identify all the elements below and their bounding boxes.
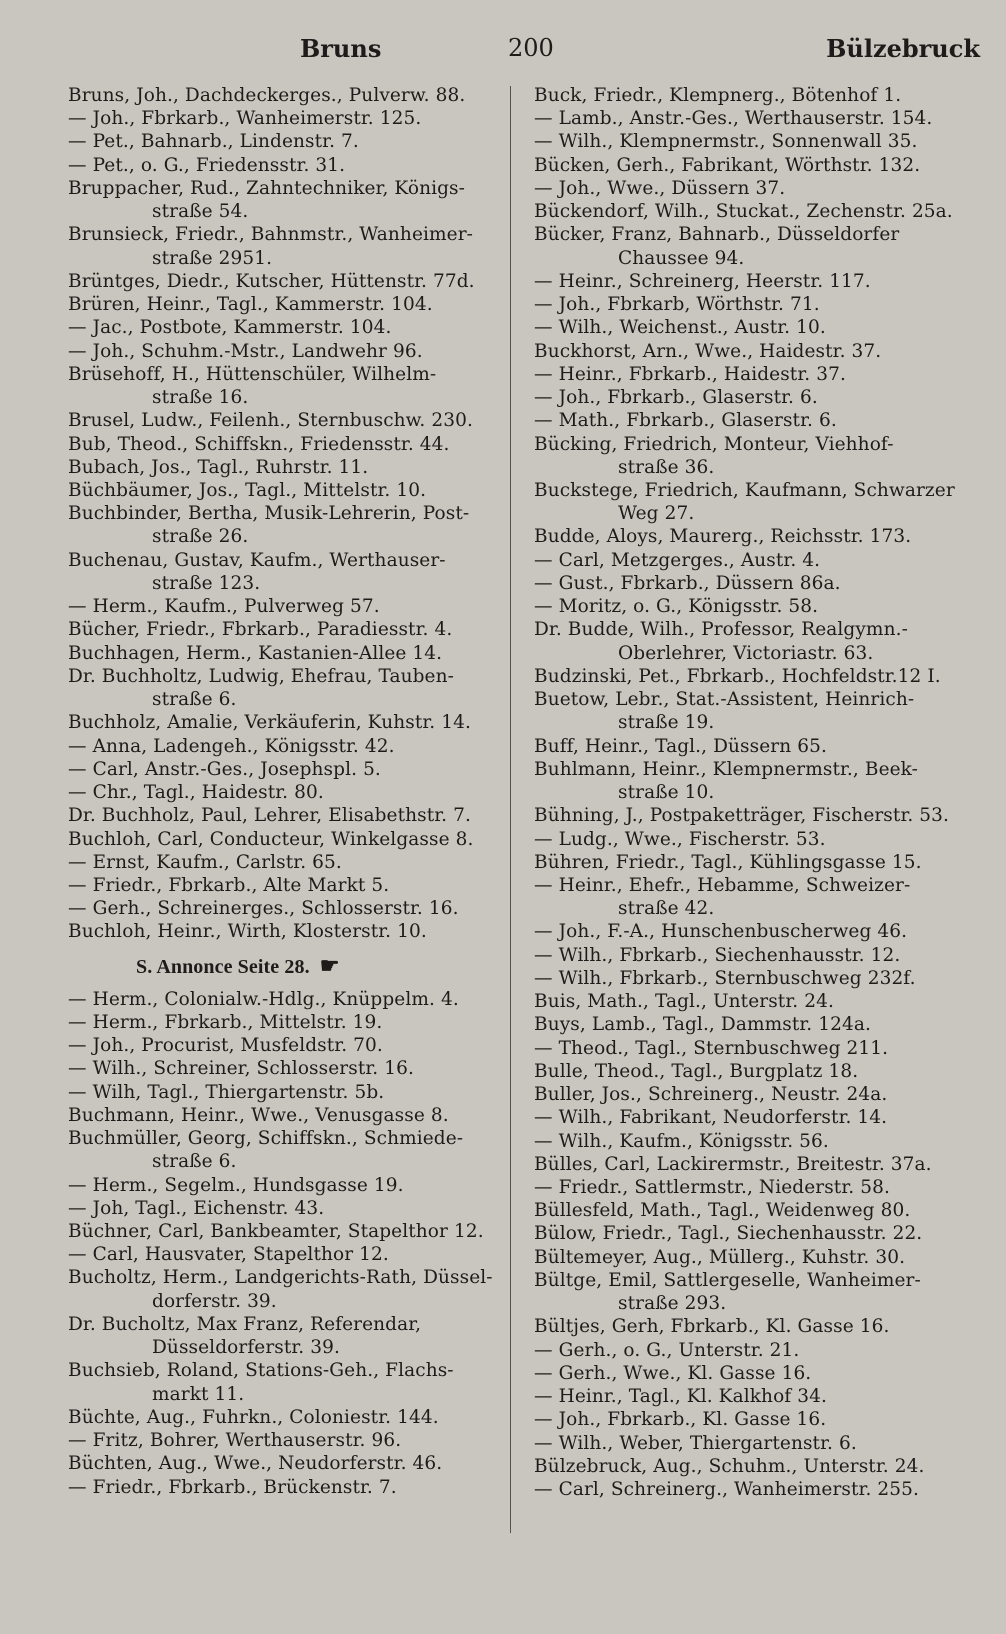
directory-entry-line: [68, 758, 512, 781]
entry-text: — Ernst, Kaufm., Carlstr. 65.: [68, 851, 342, 873]
entry-text: — Moritz, o. G., Königsstr. 58.: [534, 596, 819, 618]
entry-text: Brüntges, Diedr., Kutscher, Hüttenstr. 77d.: [68, 270, 475, 292]
directory-entry-line: [68, 84, 512, 107]
entry-text: — Theod., Tagl., Sternbuschweg 211.: [534, 1037, 889, 1059]
entry-text: Bruppacher, Rud., Zahntechniker, Königs-: [68, 177, 466, 199]
directory-entry-line: [534, 1176, 982, 1199]
directory-entry-line: [534, 944, 982, 967]
directory-entry-line: [68, 642, 512, 665]
directory-entry-line: [68, 851, 512, 874]
entry-text: — Joh., Schuhm.-Mstr., Landwehr 96.: [68, 340, 423, 362]
entry-text: Büchbäumer, Jos., Tagl., Mittelstr. 10.: [68, 479, 427, 501]
entry-text: — Chr., Tagl., Haidestr. 80.: [68, 782, 324, 804]
directory-entry-line: [68, 549, 512, 572]
entry-text: Buchhagen, Herm., Kastanien-Allee 14.: [68, 642, 443, 664]
entry-text: dorferstr. 39.: [152, 1290, 277, 1312]
directory-entry-line: [68, 1174, 512, 1197]
entry-text: Bücking, Friedrich, Monteur, Viehhof-: [534, 433, 894, 455]
directory-entry-line: [68, 1452, 512, 1475]
directory-entry-line: [68, 618, 512, 641]
entry-text: Brusel, Ludw., Feilenh., Sternbuschw. 230.: [68, 410, 473, 432]
directory-entry-line: [68, 1150, 512, 1173]
entry-text: Bub, Theod., Schiffskn., Friedensstr. 44.: [68, 433, 450, 455]
directory-entry-line: [68, 479, 512, 502]
entry-text: — Joh., F.-A., Hunschenbuscherweg 46.: [534, 921, 908, 943]
directory-entry-line: [534, 177, 982, 200]
entry-text: Budzinski, Pet., Fbrkarb., Hochfeldstr.12 I.: [534, 665, 941, 687]
entry-text: Buff, Heinr., Tagl., Düssern 65.: [534, 735, 827, 757]
entry-text: straße 123.: [152, 572, 261, 594]
directory-entry-line: [534, 781, 982, 804]
directory-entry-line: [68, 1266, 512, 1289]
directory-entry-line: [68, 1220, 512, 1243]
entry-text: Dr. Buchholtz, Ludwig, Ehefrau, Tauben-: [68, 665, 454, 687]
entry-text: — Joh., Fbrkarb., Glaserstr. 6.: [534, 387, 818, 409]
directory-entry-line: [68, 363, 512, 386]
directory-entry-line: [68, 247, 512, 270]
directory-entry-line: [534, 549, 982, 572]
directory-entry-line: [68, 1383, 512, 1406]
entry-text: Bücker, Franz, Bahnarb., Düsseldorfer: [534, 224, 900, 246]
directory-entry-line: [534, 851, 982, 874]
entry-text: Bülzebruck, Aug., Schuhm., Unterstr. 24.: [534, 1455, 925, 1477]
entry-text: Bülow, Friedr., Tagl., Siechenhausstr. 22.: [534, 1223, 923, 1245]
entry-text: — Joh., Fbrkarb, Wörthstr. 71.: [534, 294, 820, 316]
entry-text: Buchbinder, Bertha, Musik-Lehrerin, Post-: [68, 503, 470, 525]
entry-text: — Herm., Kaufm., Pulverweg 57.: [68, 596, 380, 618]
entry-text: Dr. Bucholtz, Max Franz, Referendar,: [68, 1313, 422, 1335]
directory-entry-line: [68, 1127, 512, 1150]
entry-text: Bültjes, Gerh, Fbrkarb., Kl. Gasse 16.: [534, 1316, 890, 1338]
entry-text: — Lamb., Anstr.-Ges., Werthauserstr. 154.: [534, 108, 933, 130]
directory-entry-line: [534, 1385, 982, 1408]
directory-entry-line: [534, 1432, 982, 1455]
entry-text: Buchmüller, Georg, Schiffskn., Schmiede-: [68, 1128, 464, 1150]
directory-entry-line: [534, 618, 982, 641]
directory-entry-line: [68, 386, 512, 409]
directory-entry-line: [68, 1313, 512, 1336]
entry-text: — Pet., o. G., Friedensstr. 31.: [68, 154, 346, 176]
directory-entry-line: [534, 1130, 982, 1153]
directory-entry-line: [534, 316, 982, 339]
directory-entry-line: [534, 990, 982, 1013]
entry-text: — Jac., Postbote, Kammerstr. 104.: [68, 317, 392, 339]
directory-entry-line: [534, 200, 982, 223]
entry-text: Dr. Buchholz, Paul, Lehrer, Elisabethstr. 7.: [68, 805, 471, 827]
directory-entry-line: [68, 223, 512, 246]
directory-entry-line: [68, 1243, 512, 1266]
entry-text: Buller, Jos., Schreinerg., Neustr. 24a.: [534, 1084, 888, 1106]
directory-entry-line: [534, 665, 982, 688]
annonce-note: [68, 944, 512, 988]
entry-text: — Wilh., Kaufm., Königsstr. 56.: [534, 1130, 829, 1152]
entry-text: Bückendorf, Wilh., Stuckat., Zechenstr. 25a.: [534, 201, 953, 223]
entry-text: Bucholtz, Herm., Landgerichts-Rath, Düssel-: [68, 1267, 493, 1289]
directory-entry-line: [534, 874, 982, 897]
directory-entry-line: [534, 1199, 982, 1222]
entry-text: Bruns, Joh., Dachdeckerges., Pulverw. 88.: [68, 85, 466, 106]
entry-text: S. Annonce Seite 28.: [136, 955, 310, 978]
entry-text: Büchten, Aug., Wwe., Neudorferstr. 46.: [68, 1453, 443, 1475]
directory-entry-line: [68, 130, 512, 153]
directory-entry-line: [68, 988, 512, 1011]
entry-text: — Gust., Fbrkarb., Düssern 86a.: [534, 572, 841, 594]
directory-entry-line: [534, 1060, 982, 1083]
directory-entry-line: [534, 1269, 982, 1292]
directory-entry-line: [534, 897, 982, 920]
entry-text: — Pet., Bahnarb., Lindenstr. 7.: [68, 131, 359, 153]
directory-entry-line: [534, 340, 982, 363]
entry-text: markt 11.: [152, 1383, 245, 1405]
directory-entry-line: [68, 828, 512, 851]
directory-entry-line: [68, 1011, 512, 1034]
entry-text: Weg 27.: [618, 503, 695, 525]
entry-text: Düsseldorferstr. 39.: [152, 1337, 340, 1359]
entry-text: — Wilh., Fabrikant, Neudorferstr. 14.: [534, 1107, 888, 1129]
entry-text: Bulle, Theod., Tagl., Burgplatz 18.: [534, 1060, 859, 1082]
entry-text: — Gerh., o. G., Unterstr. 21.: [534, 1339, 800, 1361]
directory-entry-line: [68, 1197, 512, 1220]
directory-entry-line: [534, 828, 982, 851]
entry-text: — Wilh., Fbrkarb., Siechenhausstr. 12.: [534, 944, 901, 966]
directory-entry-line: [534, 386, 982, 409]
entry-text: — Heinr., Schreinerg, Heerstr. 117.: [534, 270, 871, 292]
right-column: [534, 84, 982, 1501]
directory-entry-line: [68, 456, 512, 479]
entry-text: Büchner, Carl, Bankbeamter, Stapelthor 12.: [68, 1221, 484, 1243]
entry-text: Brüren, Heinr., Tagl., Kammerstr. 104.: [68, 294, 433, 316]
directory-entry-line: [68, 1476, 512, 1499]
directory-entry-line: [534, 1315, 982, 1338]
entry-text: straße 42.: [618, 898, 715, 920]
directory-entry-line: [534, 1222, 982, 1245]
entry-text: — Herm., Colonialw.-Hdlg., Knüppelm. 4.: [68, 988, 459, 1010]
directory-entry-line: [534, 479, 982, 502]
directory-entry-line: [68, 897, 512, 920]
entry-text: Bültge, Emil, Sattlergeselle, Wanheimer-: [534, 1269, 921, 1291]
directory-entry-line: [68, 781, 512, 804]
directory-entry-line: [68, 154, 512, 177]
directory-entry-line: [68, 1359, 512, 1382]
entry-text: straße 6.: [152, 1151, 237, 1173]
entry-text: — Wilh., Weber, Thiergartenstr. 6.: [534, 1432, 857, 1454]
directory-entry-line: [68, 688, 512, 711]
directory-entry-line: [534, 247, 982, 270]
directory-entry-line: [68, 293, 512, 316]
entry-text: — Heinr., Ehefr., Hebamme, Schweizer-: [534, 874, 911, 896]
entry-text: — Joh, Tagl., Eichenstr. 43.: [68, 1197, 325, 1219]
directory-entry-line: [534, 363, 982, 386]
entry-text: Bülles, Carl, Lackirermstr., Breitestr. 37a.: [534, 1153, 932, 1175]
entry-text: — Carl, Schreinerg., Wanheimerstr. 255.: [534, 1479, 919, 1501]
directory-entry-line: [68, 1104, 512, 1127]
directory-entry-line: [68, 177, 512, 200]
entry-text: — Carl, Metzgerges., Austr. 4.: [534, 549, 821, 571]
entry-text: Budde, Aloys, Maurerg., Reichsstr. 173.: [534, 526, 912, 548]
directory-entry-line: [68, 735, 512, 758]
entry-text: Oberlehrer, Victoriastr. 63.: [618, 642, 874, 664]
entry-text: Buetow, Lebr., Stat.-Assistent, Heinrich-: [534, 689, 915, 711]
directory-entry-line: [68, 1429, 512, 1452]
entry-text: straße 54.: [152, 201, 249, 223]
entry-text: straße 6.: [152, 689, 237, 711]
directory-entry-line: [534, 502, 982, 525]
entry-text: Buchenau, Gustav, Kaufm., Werthauser-: [68, 549, 446, 571]
entry-text: — Joh., Wwe., Düssern 37.: [534, 177, 786, 199]
directory-entry-line: [68, 1336, 512, 1359]
entry-text: straße 26.: [152, 526, 249, 548]
directory-entry-line: [534, 1478, 982, 1501]
entry-text: — Heinr., Fbrkarb., Haidestr. 37.: [534, 363, 846, 385]
directory-entry-line: [534, 1339, 982, 1362]
entry-text: Brüsehoff, H., Hüttenschüler, Wilhelm-: [68, 363, 437, 385]
entry-text: — Wilh., Klempnermstr., Sonnenwall 35.: [534, 131, 918, 153]
directory-entry-line: [68, 316, 512, 339]
entry-text: straße 10.: [618, 782, 715, 804]
directory-entry-line: [68, 1057, 512, 1080]
directory-entry-line: [534, 1106, 982, 1129]
directory-entry-line: [534, 711, 982, 734]
directory-entry-line: [534, 1246, 982, 1269]
directory-entry-line: [68, 1081, 512, 1104]
directory-entry-line: [534, 270, 982, 293]
entry-text: Buchloh, Carl, Conducteur, Winkelgasse 8.: [68, 828, 474, 850]
entry-text: straße 16.: [152, 387, 249, 409]
directory-entry-line: [534, 223, 982, 246]
directory-entry-line: [534, 1455, 982, 1478]
directory-entry-line: [68, 1406, 512, 1429]
entry-text: Bücken, Gerh., Fabrikant, Wörthstr. 132.: [534, 154, 921, 176]
directory-entry-line: [534, 1153, 982, 1176]
directory-entry-line: [68, 711, 512, 734]
entry-text: Buchholz, Amalie, Verkäuferin, Kuhstr. 14.: [68, 712, 471, 734]
entry-text: — Joh., Fbrkarb., Wanheimerstr. 125.: [68, 108, 422, 130]
entry-text: — Heinr., Tagl., Kl. Kalkhof 34.: [534, 1386, 827, 1408]
directory-entry-line: [534, 1292, 982, 1315]
directory-entry-line: [68, 920, 512, 943]
entry-text: — Wilh., Schreiner, Schlosserstr. 16.: [68, 1058, 414, 1080]
entry-text: — Friedr., Fbrkarb., Brückenstr. 7.: [68, 1476, 397, 1498]
entry-text: Buchmann, Heinr., Wwe., Venusgasse 8.: [68, 1104, 449, 1126]
directory-entry-line: [68, 340, 512, 363]
entry-text: Buckhorst, Arn., Wwe., Haidestr. 37.: [534, 340, 882, 362]
entry-text: — Fritz, Bohrer, Werthauserstr. 96.: [68, 1430, 402, 1452]
entry-text: Chaussee 94.: [618, 247, 745, 269]
directory-entry-line: [534, 1408, 982, 1431]
directory-entry-line: [534, 967, 982, 990]
entry-text: Bücher, Friedr., Fbrkarb., Paradiesstr. 4.: [68, 619, 453, 641]
directory-entry-line: [534, 433, 982, 456]
directory-entry-line: [68, 502, 512, 525]
directory-entry-line: [534, 1037, 982, 1060]
directory-entry-line: [534, 758, 982, 781]
entry-text: Bültemeyer, Aug., Müllerg., Kuhstr. 30.: [534, 1246, 906, 1268]
header-first-entry: Bruns: [300, 34, 382, 63]
directory-entry-line: [68, 525, 512, 548]
entry-text: — Herm., Fbrkarb., Mittelstr. 19.: [68, 1011, 383, 1033]
directory-entry-line: [68, 409, 512, 432]
entry-text: straße 293.: [618, 1293, 727, 1315]
entry-text: Bühning, J., Postpaketträger, Fischerstr. 53.: [534, 805, 950, 827]
left-column: [68, 84, 512, 1499]
directory-entry-line: [534, 130, 982, 153]
entry-text: Buck, Friedr., Klempnerg., Bötenhof 1.: [534, 85, 902, 106]
entry-text: — Wilh., Fbrkarb., Sternbuschweg 232f.: [534, 967, 916, 989]
directory-entry-line: [534, 293, 982, 316]
entry-text: — Gerh., Wwe., Kl. Gasse 16.: [534, 1362, 812, 1384]
entry-text: — Joh., Procurist, Musfeldstr. 70.: [68, 1035, 383, 1057]
entry-text: Buckstege, Friedrich, Kaufmann, Schwarzer: [534, 479, 955, 501]
directory-entry-line: [68, 107, 512, 130]
entry-text: — Ludg., Wwe., Fischerstr. 53.: [534, 828, 826, 850]
entry-text: straße 2951.: [152, 247, 273, 269]
entry-text: — Wilh, Tagl., Thiergartenstr. 5b.: [68, 1081, 385, 1103]
page-header: [80, 34, 980, 74]
directory-entry-line: [534, 107, 982, 130]
entry-text: Buis, Math., Tagl., Unterstr. 24.: [534, 991, 834, 1013]
directory-entry-line: [534, 595, 982, 618]
directory-entry-line: [534, 572, 982, 595]
directory-entry-line: [68, 1034, 512, 1057]
entry-text: Buchloh, Heinr., Wirth, Klosterstr. 10.: [68, 921, 427, 943]
directory-entry-line: [68, 433, 512, 456]
directory-entry-line: [534, 525, 982, 548]
entry-text: — Friedr., Sattlermstr., Niederstr. 58.: [534, 1177, 890, 1199]
entry-text: Dr. Budde, Wilh., Professor, Realgymn.-: [534, 619, 908, 641]
entry-text: — Herm., Segelm., Hundsgasse 19.: [68, 1174, 404, 1196]
entry-text: Büllesfeld, Math., Tagl., Weidenweg 80.: [534, 1200, 911, 1222]
header-last-entry: Bülzebruck: [826, 34, 980, 63]
directory-entry-line: [534, 456, 982, 479]
entry-text: — Wilh., Weichenst., Austr. 10.: [534, 317, 826, 339]
entry-text: — Carl, Anstr.-Ges., Josephspl. 5.: [68, 758, 381, 780]
entry-text: straße 19.: [618, 712, 715, 734]
entry-text: — Anna, Ladengeh., Königsstr. 42.: [68, 735, 395, 757]
entry-text: Buchsieb, Roland, Stations-Geh., Flachs-: [68, 1360, 454, 1382]
directory-entry-line: [68, 1290, 512, 1313]
directory-entry-line: [534, 1083, 982, 1106]
directory-entry-line: [534, 1013, 982, 1036]
entry-text: Büchte, Aug., Fuhrkn., Coloniestr. 144.: [68, 1406, 439, 1428]
entry-text: — Math., Fbrkarb., Glaserstr. 6.: [534, 410, 837, 432]
directory-entry-line: [534, 735, 982, 758]
entry-text: Buys, Lamb., Tagl., Dammstr. 124a.: [534, 1014, 871, 1036]
entry-text: — Friedr., Fbrkarb., Alte Markt 5.: [68, 874, 390, 896]
directory-entry-line: [534, 688, 982, 711]
directory-entry-line: [68, 595, 512, 618]
directory-entry-line: [68, 572, 512, 595]
entry-text: — Carl, Hausvater, Stapelthor 12.: [68, 1244, 389, 1266]
pointing-hand-icon: ☛: [319, 952, 340, 978]
entry-text: — Joh., Fbrkarb., Kl. Gasse 16.: [534, 1409, 827, 1431]
directory-entry-line: [68, 665, 512, 688]
directory-entry-line: [68, 804, 512, 827]
entry-text: Bühren, Friedr., Tagl., Kühlingsgasse 15.: [534, 851, 922, 873]
directory-entry-line: [534, 920, 982, 943]
directory-entry-line: [534, 1362, 982, 1385]
directory-entry-line: [534, 154, 982, 177]
entry-text: Buhlmann, Heinr., Klempnermstr., Beek-: [534, 758, 918, 780]
entry-text: — Gerh., Schreinerges., Schlosserstr. 16.: [68, 898, 459, 920]
entry-text: straße 36.: [618, 456, 715, 478]
directory-entry-line: [534, 804, 982, 827]
entry-text: Brunsieck, Friedr., Bahnmstr., Wanheimer-: [68, 224, 473, 246]
directory-entry-line: [534, 84, 982, 107]
directory-entry-line: [68, 200, 512, 223]
directory-entry-line: [68, 270, 512, 293]
directory-entry-line: [534, 409, 982, 432]
entry-text: Bubach, Jos., Tagl., Ruhrstr. 11.: [68, 456, 369, 478]
directory-entry-line: [534, 642, 982, 665]
page-number: 200: [508, 34, 554, 62]
directory-entry-line: [68, 874, 512, 897]
